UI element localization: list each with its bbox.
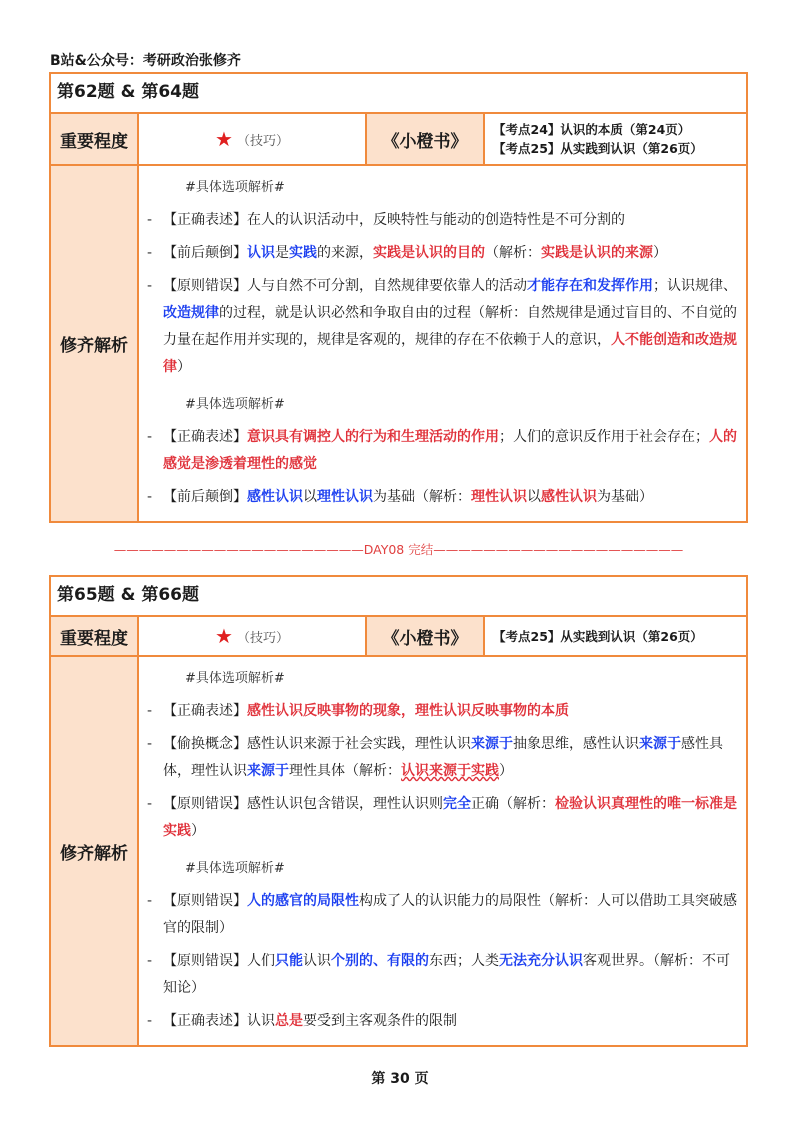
list-item: - 【正确表述】感性认识反映事物的现象，理性认识反映事物的本质 (147, 698, 738, 725)
bullet: - (147, 278, 153, 294)
bullet: - (147, 245, 153, 261)
list-item: - 【原则错误】感性认识包含错误，理性认识则完全正确（解析：检验认识真理性的唯一标准是实践） (147, 791, 738, 845)
block-title: 第65题 & 第66题 (51, 577, 746, 617)
knowledge-points (485, 617, 746, 655)
list-item: - 【偷换概念】感性认识来源于社会实践，理性认识来源于抽象思维，感性认识来源于感性具体，理性认识来源于理性具体（解析：认识来源于实践） (147, 731, 738, 785)
bullet: - (147, 953, 153, 969)
sub-heading: #具体选项解析# (185, 180, 285, 195)
book-title: 《小橙书》 (367, 617, 485, 655)
analysis-label: 修齐解析 (51, 657, 139, 1045)
question-block-62-64 (49, 72, 748, 523)
analysis-row (51, 657, 746, 1045)
knowledge-point: 【考点25】从实践到认识（第26页） (493, 628, 703, 644)
list-item: - 【正确表述】认识总是要受到主客观条件的限制 (147, 1008, 738, 1035)
knowledge-point: 【考点25】从实践到认识（第26页） (493, 141, 703, 156)
sub-heading: #具体选项解析# (185, 397, 285, 412)
importance-label: 重要程度 (51, 617, 139, 655)
sub-heading: #具体选项解析# (185, 861, 285, 876)
knowledge-points (485, 114, 746, 164)
list-item: - 【原则错误】人的感官的局限性构成了人的认识能力的局限性（解析：人可以借助工具突破感官的限制） (147, 888, 738, 942)
bullet: - (147, 212, 153, 228)
bullet: - (147, 703, 153, 719)
bullet: - (147, 736, 153, 752)
list-item: - 【正确表述】在人的认识活动中，反映特性与能动的创造特性是不可分割的 (147, 207, 738, 234)
bullet: - (147, 429, 153, 445)
analysis-content (139, 657, 746, 1045)
star-note: （技巧） (236, 630, 289, 646)
knowledge-point: 【考点24】认识的本质（第24页） (493, 122, 691, 137)
analysis-content (139, 166, 746, 521)
block-title: 第62题 & 第64题 (51, 74, 746, 114)
day-divider: ————————————————————DAY08 完结———————————————————— (113, 542, 684, 557)
importance-row (51, 617, 746, 657)
question-block-65-66 (49, 575, 748, 1047)
importance-rating (139, 114, 367, 164)
bullet: - (147, 489, 153, 505)
bullet: - (147, 893, 153, 909)
list-item: - 【原则错误】人们只能认识个别的、有限的东西；人类无法充分认识客观世界。（解析：不可知论） (147, 948, 738, 1002)
bullet: - (147, 1013, 153, 1029)
page-header: B站&公众号：考研政治张修齐 (50, 53, 241, 69)
list-item: - 【前后颠倒】感性认识以理性认识为基础（解析：理性认识以感性认识为基础） (147, 484, 738, 511)
sub-heading: #具体选项解析# (185, 671, 285, 686)
importance-rating (139, 617, 367, 655)
list-item: - 【原则错误】人与自然不可分割，自然规律要依靠人的活动才能存在和发挥作用；认识规律、改造规律的过程，就是认识必然和争取自由的过程（解析：自然规律是通过盲目的、不自觉的力量在起作用并实现的，规律是客观的，规律的存在不依赖于人的意识，人不能创造和改造规律） (147, 273, 738, 381)
importance-label: 重要程度 (51, 114, 139, 164)
list-item: - 【前后颠倒】认识是实践的来源，实践是认识的目的（解析：实践是认识的来源） (147, 240, 738, 267)
analysis-label: 修齐解析 (51, 166, 139, 521)
analysis-row (51, 166, 746, 521)
list-item: - 【正确表述】意识具有调控人的行为和生理活动的作用；人们的意识反作用于社会存在；人的感觉是渗透着理性的感觉 (147, 424, 738, 478)
page-number: 第 30 页 (371, 1071, 429, 1087)
star-note: （技巧） (236, 133, 289, 149)
book-title: 《小橙书》 (367, 114, 485, 164)
importance-row (51, 114, 746, 166)
star-icon: ★ (215, 624, 233, 648)
bullet: - (147, 796, 153, 812)
star-icon: ★ (215, 127, 233, 151)
